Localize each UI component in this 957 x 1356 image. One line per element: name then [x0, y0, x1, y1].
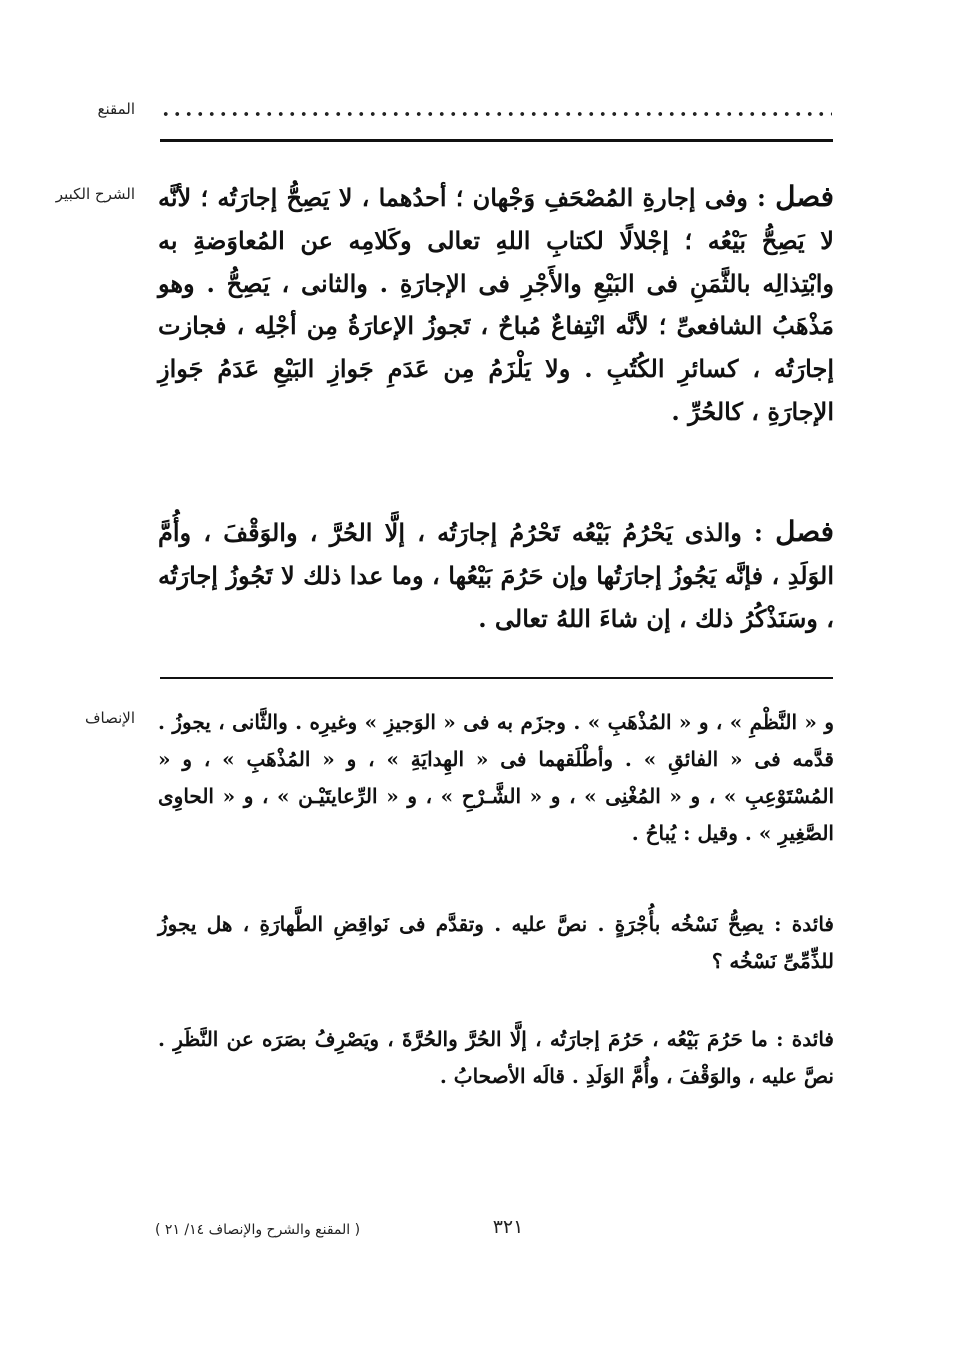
- insaf-section-label: الإنصاف: [84, 709, 135, 727]
- dotted-separator: [160, 110, 832, 118]
- paragraph-lead-word: فائدة: [791, 1027, 834, 1051]
- paragraph-text: : يصِحُّ نَسْخُه بأُجْرَةٍ . نصَّ عليه . وتقدَّم فى نَواقِضِ الطَّهارَةِ ، هل يجوزُ للذِّمِّىِّ نَسْخُه ؟: [158, 912, 834, 973]
- paragraph-text: : وفى إجارةِ المُصْحَفِ وَجْهان ؛ أحدُهما ، لا يَصِحُّ إجارَتُه ؛ لأنَّه لا يَصِحُّ بَيْعُه ؛ إجْلالًا لكتابِ اللهِ تعالى وكَلامِه عن المُعاوَضةِ به وابْتِذالِه بالثَّمَنِ فى البَيْعِ والأَجْرِ فى الإجارَةِ . والثانى ، يَصِحُّ . وهو مَذْهَبُ الشافعىِّ ؛ لأنَّه انْتِفاعٌ مُباحٌ ، تَجوزُ الإعارَةُ مِن أجْلِه ، فجازت إجارَتُه ، كسائرِ الكُتُبِ . ولا يَلْزَمُ مِن عَدَمِ جَوازِ البَيْعِ عَدَمُ جَوازِ الإجارَةِ ، كالحُرِّ .: [158, 183, 834, 426]
- running-header-label: المقنع: [97, 100, 135, 118]
- insaf-paragraph: [158, 1021, 834, 1095]
- sharh-paragraph: [158, 176, 834, 434]
- volume-reference: ( المقنع والشرح والإنصاف ١٤/ ٢١ ): [155, 1222, 361, 1238]
- paragraph-lead-word: فصل: [775, 515, 835, 548]
- insaf-paragraph: [158, 704, 834, 852]
- sharh-paragraph: [158, 511, 834, 640]
- section-divider: [160, 677, 833, 679]
- paragraph-text: : ما حَرُمَ بَيْعُه ، حَرُمَ إجارَتُه ، إلَّا الحُرَّ والحُرَّةَ ، ويَصْرِفُ بصَرَه عن النَّظَرِ . نصَّ عليه ، والوَقْفَ ، وأُمَّ الوَلَدِ . قالَه الأصحابُ .: [158, 1027, 834, 1088]
- paragraph-text: : والذى يَحْرُمُ بَيْعُه تَحْرُمُ إجارَتُه ، إلَّا الحُرَّ ، والوَقْفَ ، وأُمَّ الوَلَدِ ، فإنَّه يَجُوزُ إجارَتُها وإن حَرُمَ بَيْعُها ، وما عدا ذلك لا تَجُوزُ إجارَتُه ، وسَنَذْكُرُ ذلك ، إن شاءَ اللهُ تعالى .: [158, 518, 834, 633]
- page-number: ٣٢١: [492, 1216, 524, 1238]
- paragraph-lead-word: فصل: [775, 180, 834, 213]
- paragraph-lead-word: فائدة: [791, 912, 834, 936]
- insaf-paragraph: [158, 906, 834, 980]
- paragraph-text: و « النَّظْمِ » ، و « المُذْهَبِ » . وجزَم به فى « الوَجيزِ » وغيرِه . والثَّانى ، يجوزُ . قدَّمه فى « الفائقِ » . وأطْلَقهما فى « الهِدايَةِ » ، و « المُذْهَبِ » ، و « المُسْتَوْعِبِ » ، و « المُغْنِى » ، و « الشَّـرْحِ » ، و « الرِّعايتَيْـن » ، و « الحاوِى الصَّغِيرِ » . وقيل : يُباحُ .: [158, 710, 834, 845]
- sharh-section-label: الشرح الكبير: [55, 185, 135, 203]
- header-rule: [160, 139, 833, 142]
